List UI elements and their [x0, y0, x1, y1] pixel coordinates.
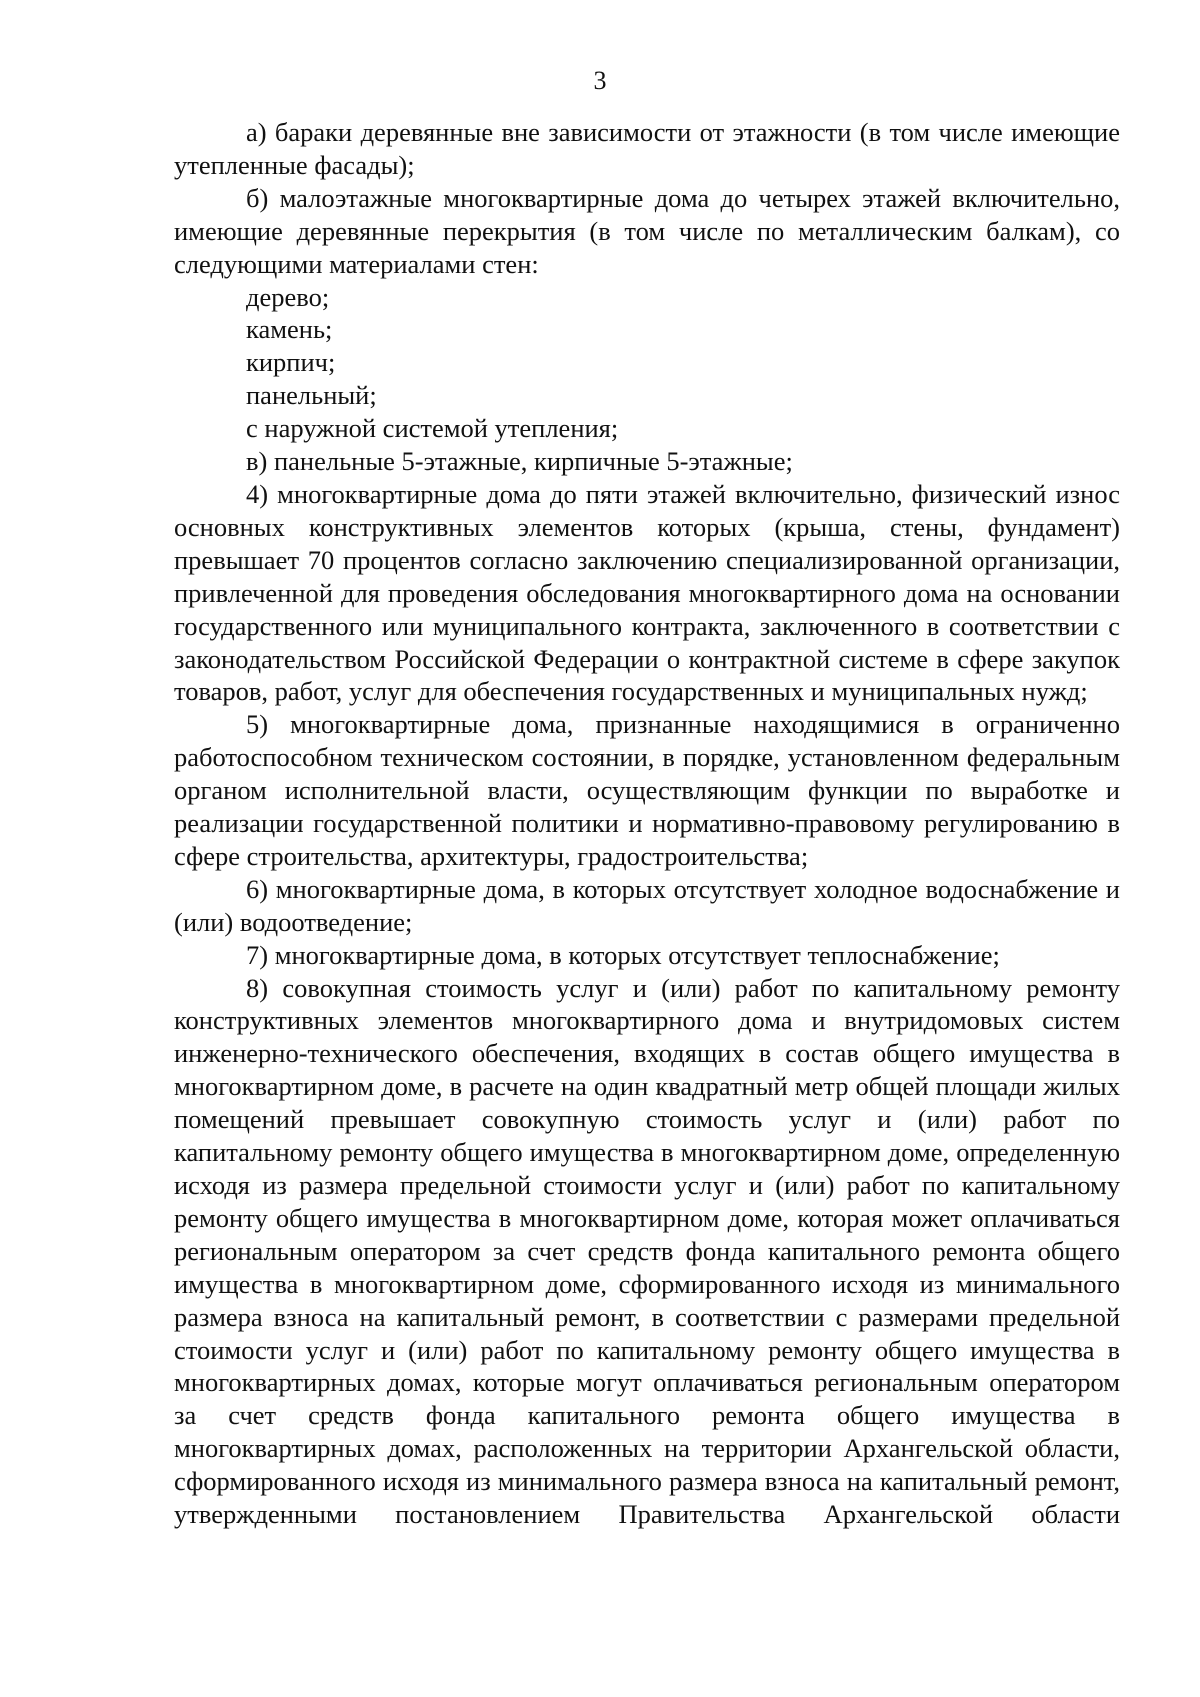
paragraph-v-five-storey: в) панельные 5-этажные, кирпичные 5-этажные; — [246, 446, 793, 477]
paragraph-item-4: 4) многоквартирные дома до пяти этажей включительно, физический износ основных конструктивных элементов которых (крыша, стены, фундамент) превышает 70 процентов согласно заключению специализированной организации, привлеченной для проведения обследования многоквартирного дома на основании государственного или муниципального контракта, заключенного в соответствии с законодательством Российской Федерации о контрактной системе в сфере закупок товаров, работ, услуг для обеспечения государственных и муниципальных нужд; — [174, 478, 1120, 707]
paragraph-material-panel: панельный; — [246, 380, 377, 411]
paragraph-item-6: 6) многоквартирные дома, в которых отсутствует холодное водоснабжение и (или) водоотведение; — [174, 873, 1120, 937]
paragraph-material-stone: камень; — [246, 314, 333, 345]
paragraph-a-barracks: а) бараки деревянные вне зависимости от этажности (в том числе имеющие утепленные фасады); — [174, 117, 1120, 180]
paragraph-material-brick: кирпич; — [246, 347, 336, 378]
paragraph-item-7: 7) многоквартирные дома, в которых отсутствует теплоснабжение; — [246, 939, 1000, 970]
paragraph-material-insulation: с наружной системой утепления; — [246, 413, 619, 444]
paragraph-material-wood: дерево; — [246, 281, 330, 312]
paragraph-item-8: 8) совокупная стоимость услуг и (или) работ по капитальному ремонту конструктивных элементов многоквартирного дома и внутридомовых систем инженерно-технического обеспечения, входящих в состав общего имущества в многоквартирном доме, в расчете на один квадратный метр общей площади жилых помещений превышает совокупную стоимость услуг и (или) работ по капитальному ремонту общего имущества в многоквартирном доме, определенную исходя из размера предельной стоимости услуг и (или) работ по капитальному ремонту общего имущества в многоквартирном доме, которая может оплачиваться региональным оператором за счет средств фонда капитального ремонта общего имущества в многоквартирном доме, сформированного исходя из минимального размера взноса на капитальный ремонт, в соответствии с размерами предельной стоимости услуг и (или) работ по капитальному ремонту общего имущества в многоквартирных домах, которые могут оплачиваться региональным оператором за счет средств фонда капитального ремонта общего имущества в многоквартирных домах, расположенных на территории Архангельской области, сформированного исходя из минимального размера взноса на капитальный ремонт, утвержденными постановлением Правительства Архангельской области — [174, 972, 1120, 1530]
document-body — [174, 116, 1120, 1531]
page-number: 3 — [593, 66, 607, 95]
paragraph-item-5: 5) многоквартирные дома, признанные находящимися в ограниченно работоспособном техническом состоянии, в порядке, установленном федеральным органом исполнительной власти, осуществляющим функции по выработке и реализации государственной политики и нормативно-правовому регулированию в сфере строительства, архитектуры, градостроительства; — [174, 709, 1120, 871]
paragraph-b-low-rise: б) малоэтажные многоквартирные дома до четырех этажей включительно, имеющие деревянные перекрытия (в том числе по металлическим балкам), со следующими материалами стен: — [174, 182, 1120, 279]
